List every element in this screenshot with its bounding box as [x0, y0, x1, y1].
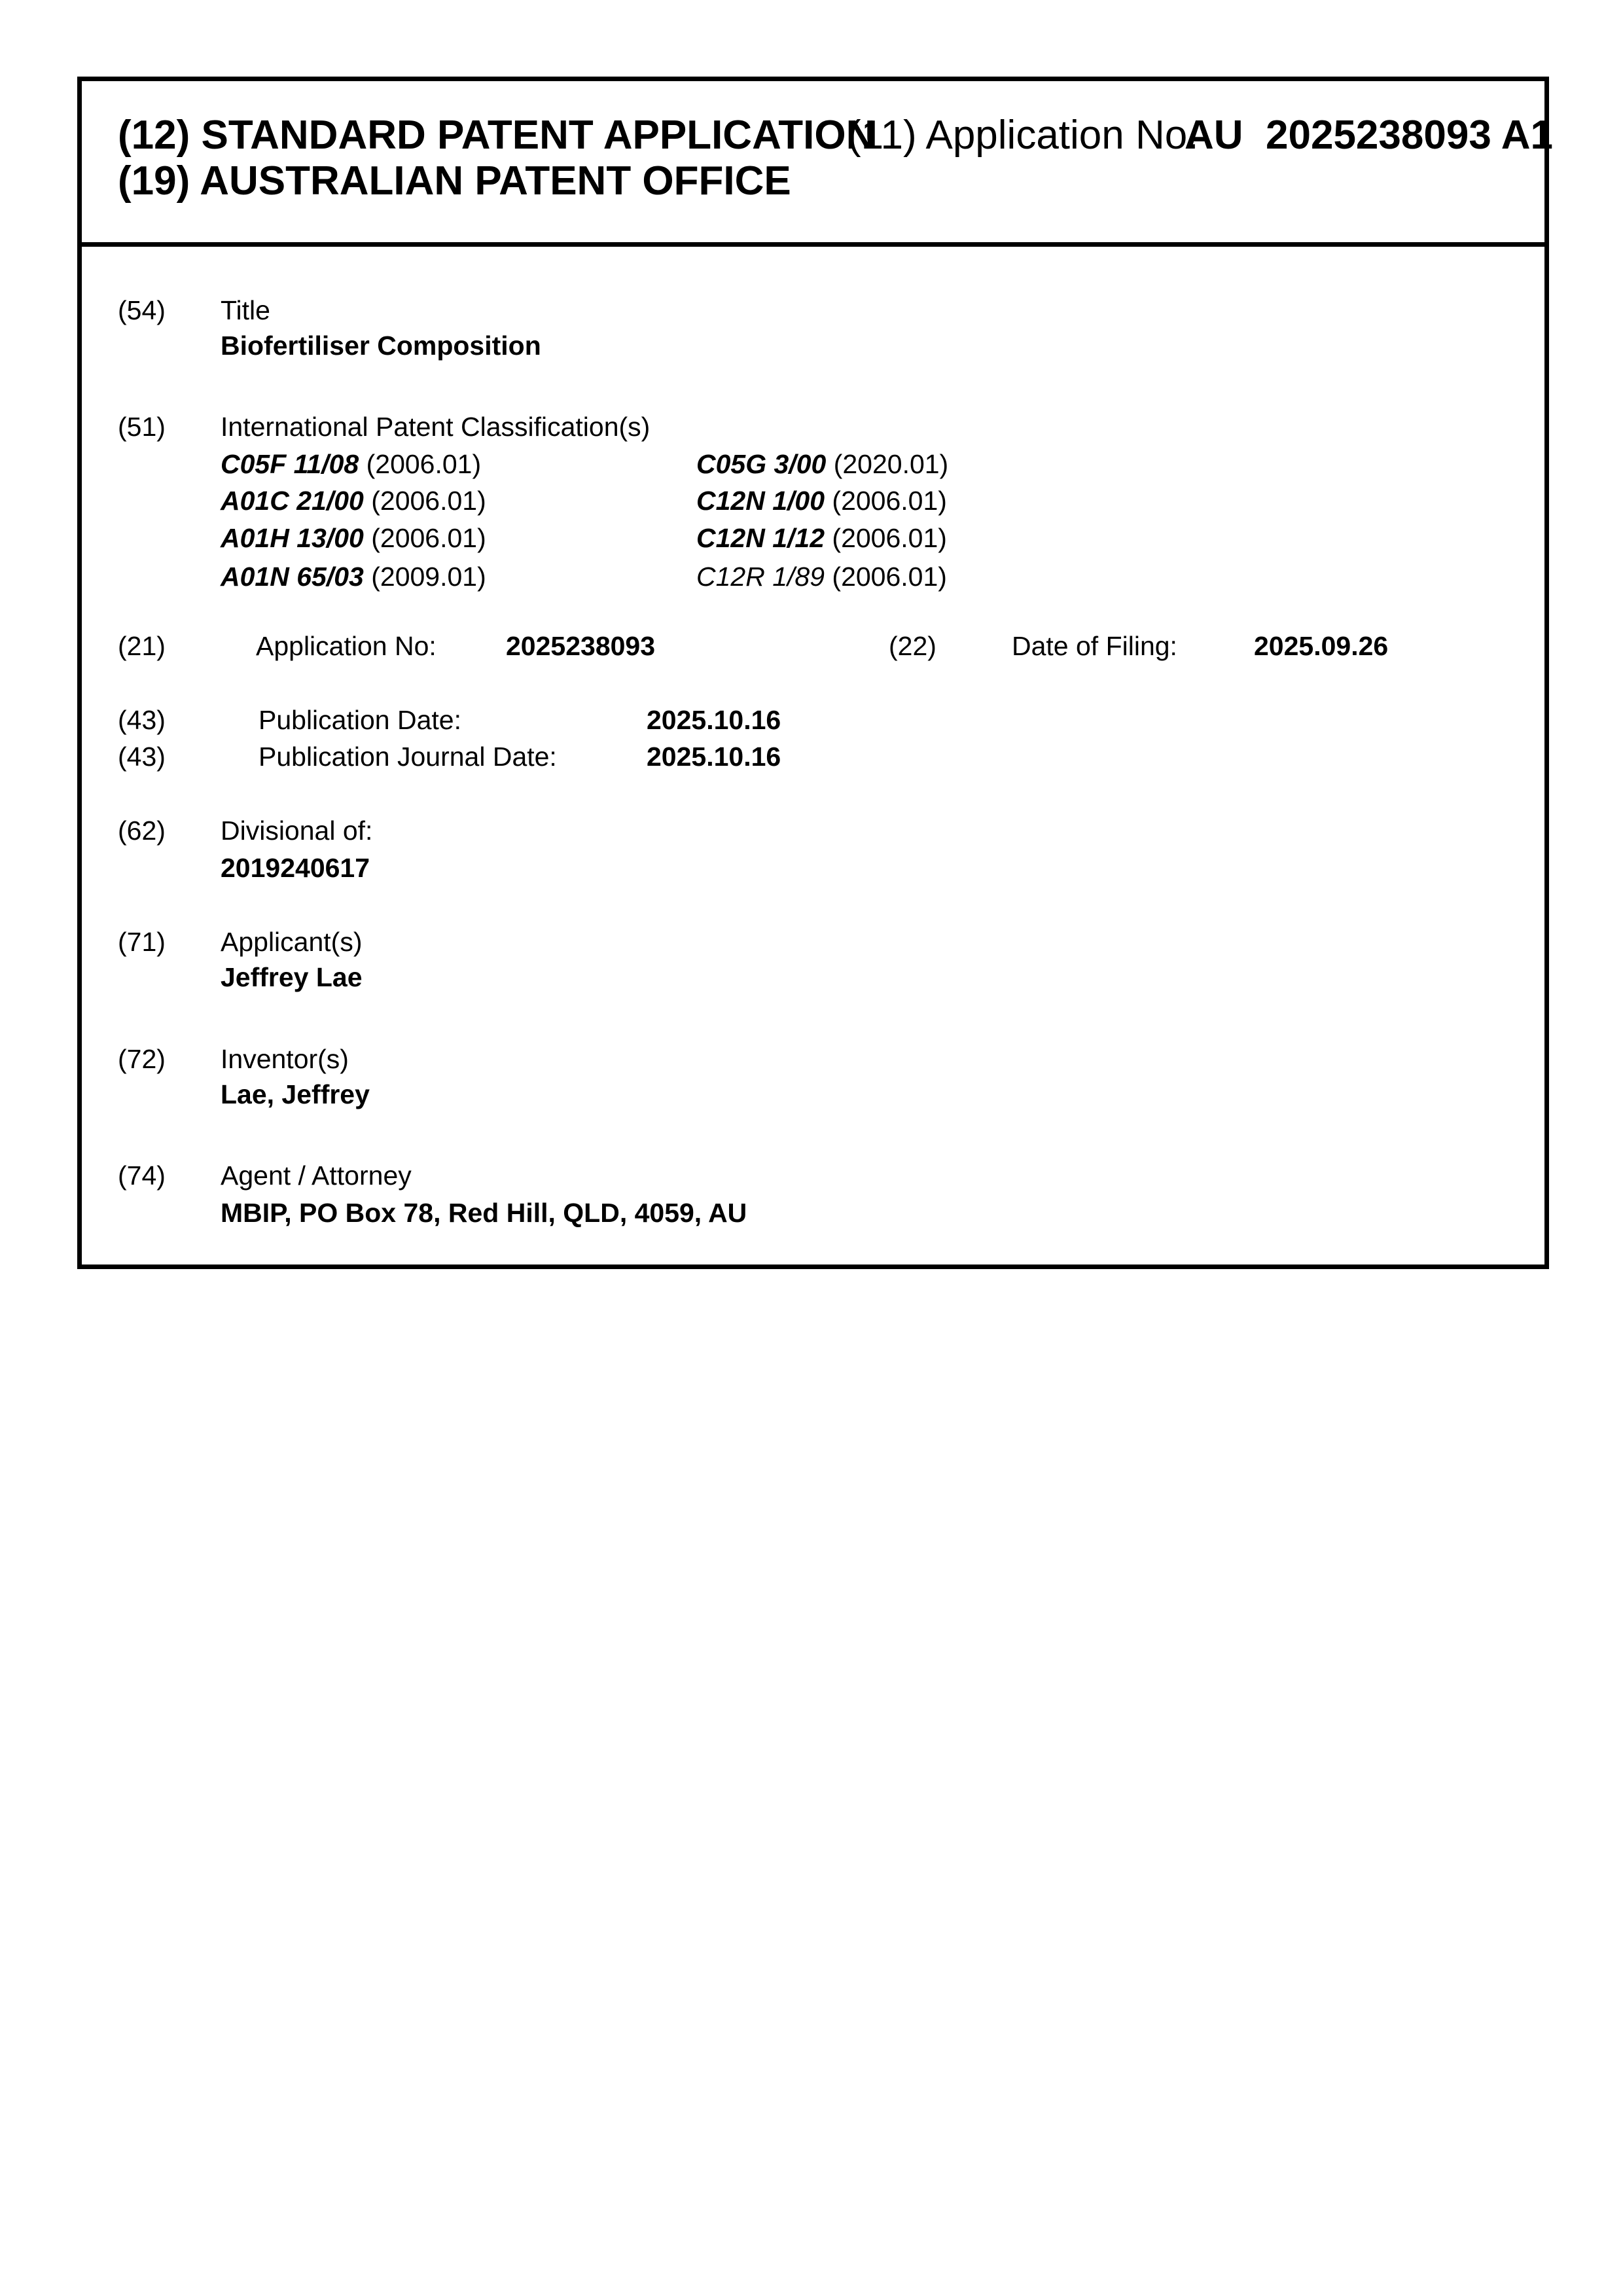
agent-attorney-label: Agent / Attorney [221, 1160, 412, 1191]
ipc-entry [696, 520, 947, 556]
ipc-class-code: C12R 1/89 [696, 562, 825, 592]
inventors-value: Lae, Jeffrey [221, 1079, 370, 1109]
field-code-71: (71) [118, 927, 166, 957]
date-of-filing-label: Date of Filing: [1012, 631, 1177, 661]
office-code: (19) [118, 158, 190, 204]
doc-type-label: STANDARD PATENT APPLICATION [201, 113, 876, 158]
ipc-entry [696, 446, 948, 482]
ipc-entry [696, 483, 947, 519]
ipc-entry [221, 446, 481, 482]
ipc-class-code: A01H 13/00 [221, 523, 364, 553]
ipc-label: International Patent Classification(s) [221, 412, 651, 442]
applicants-value: Jeffrey Lae [221, 962, 363, 992]
agent-attorney-value: MBIP, PO Box 78, Red Hill, QLD, 4059, AU [221, 1198, 747, 1228]
ipc-entry [696, 559, 947, 595]
divisional-label: Divisional of: [221, 816, 373, 846]
title-value: Biofertiliser Composition [221, 331, 541, 361]
title-label: Title [221, 295, 270, 325]
ipc-class-code: C05F 11/08 [221, 449, 359, 479]
ipc-class-version: (2006.01) [832, 486, 947, 516]
ipc-class-version: (2006.01) [832, 523, 947, 553]
front-page-box [77, 77, 1553, 1269]
application-no-label: Application No: [256, 631, 437, 661]
field-code-72: (72) [118, 1044, 166, 1074]
ipc-class-code: C05G 3/00 [696, 449, 827, 479]
header-section [82, 81, 1553, 247]
divisional-value: 2019240617 [221, 853, 370, 883]
ipc-class-version: (2006.01) [371, 486, 486, 516]
ipc-entry [221, 559, 486, 595]
field-code-22: (22) [889, 631, 936, 661]
doc-type-line [118, 111, 875, 160]
ipc-class-code: A01C 21/00 [221, 486, 364, 516]
ipc-class-code: C12N 1/00 [696, 486, 825, 516]
office-label: AUSTRALIAN PATENT OFFICE [200, 158, 791, 204]
publication-journal-date-value: 2025.10.16 [647, 742, 781, 772]
inventors-label: Inventor(s) [221, 1044, 349, 1074]
publication-journal-date-label: Publication Journal Date: [259, 742, 557, 772]
field-code-54: (54) [118, 295, 166, 325]
ipc-class-version: (2006.01) [366, 449, 482, 479]
bibliographic-section [82, 247, 1544, 1265]
ipc-class-version: (2020.01) [833, 449, 949, 479]
date-of-filing-value: 2025.09.26 [1254, 631, 1389, 661]
application-no-field-value: 2025238093 [506, 631, 656, 661]
field-code-43: (43) [118, 705, 166, 735]
ipc-class-code: C12N 1/12 [696, 523, 825, 553]
ipc-class-version: (2006.01) [832, 562, 947, 592]
ipc-class-version: (2009.01) [371, 562, 486, 592]
field-code-43: (43) [118, 742, 166, 772]
doc-type-code: (12) [118, 113, 190, 158]
publication-date-value: 2025.10.16 [647, 705, 781, 735]
field-code-74: (74) [118, 1160, 166, 1191]
office-line [118, 156, 791, 206]
field-code-62: (62) [118, 816, 166, 846]
ipc-entry [221, 483, 486, 519]
ipc-class-code: A01N 65/03 [221, 562, 364, 592]
application-no-code-label: (11) Application No. [847, 113, 1199, 158]
field-code-51: (51) [118, 412, 166, 442]
ipc-class-version: (2006.01) [371, 523, 486, 553]
publication-date-label: Publication Date: [259, 705, 461, 735]
applicants-label: Applicant(s) [221, 927, 363, 957]
field-code-21: (21) [118, 631, 166, 661]
application-no-value: AU 2025238093 A1 [1185, 113, 1553, 158]
ipc-entry [221, 520, 486, 556]
